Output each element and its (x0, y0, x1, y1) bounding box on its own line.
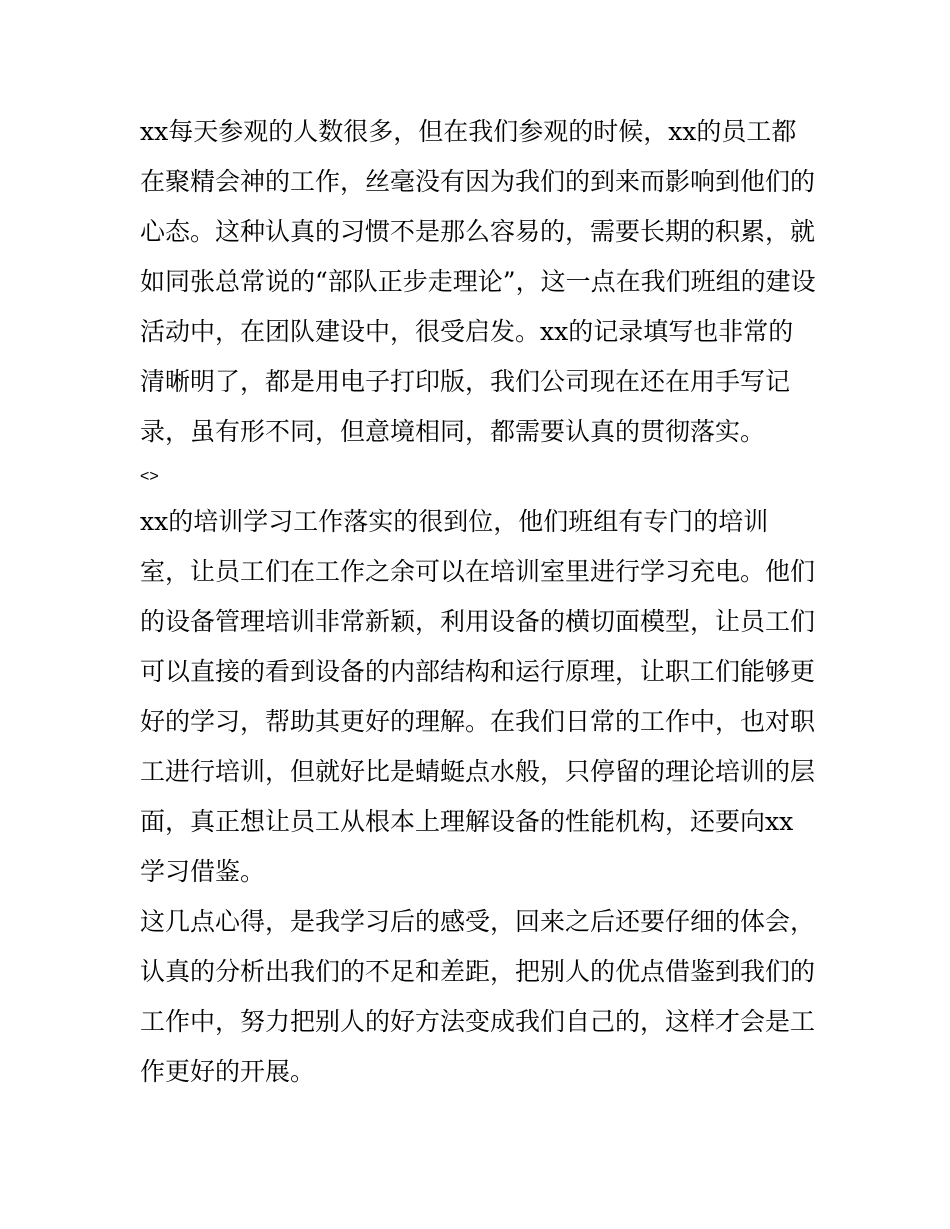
document-body (140, 107, 815, 1097)
text-line: 如同张总常说的“部队正步走理论”，这一点在我们班组的建设 (140, 267, 816, 296)
text-line: 面，真正想让员工从根本上理解设备的性能机构，还要向xx (140, 807, 794, 836)
text-line: xx的培训学习工作落实的很到位，他们班组有专门的培训 (140, 507, 769, 536)
paragraph-3 (140, 897, 815, 1097)
text-line: 的设备管理培训非常新颖，利用设备的横切面模型，让员工们 (140, 607, 816, 636)
paragraph-2 (140, 497, 815, 897)
text-line: 在聚精会神的工作，丝毫没有因为我们的到来而影响到他们的 (140, 167, 816, 196)
text-line: 清晰明了，都是用电子打印版，我们公司现在还在用手写记 (140, 367, 791, 396)
text-line: 心态。这种认真的习惯不是那么容易的，需要长期的积累，就 (140, 217, 816, 246)
text-line: 工进行培训，但就好比是蜻蜓点水般，只停留的理论培训的层 (140, 757, 816, 786)
text-line: 可以直接的看到设备的内部结构和运行原理，让职工们能够更 (140, 657, 816, 686)
text-line: 工作中，努力把别人的好方法变成我们自己的，这样才会是工 (140, 1007, 816, 1036)
text-line: 活动中，在团队建设中，很受启发。xx的记录填写也非常的 (140, 317, 794, 346)
text-line: xx每天参观的人数很多，但在我们参观的时候，xx的员工都 (140, 117, 797, 146)
text-line: 录，虽有形不同，但意境相同，都需要认真的贯彻落实。 (140, 417, 766, 446)
text-line: 室，让员工们在工作之余可以在培训室里进行学习充电。他们 (140, 557, 816, 586)
text-line: 认真的分析出我们的不足和差距，把别人的优点借鉴到我们的 (140, 957, 816, 986)
text-line: 作更好的开展。 (140, 1057, 316, 1086)
text-line: 这几点心得，是我学习后的感受，回来之后还要仔细的体会， (140, 907, 816, 936)
text-line: 学习借鉴。 (140, 857, 266, 886)
section-marker: <> (140, 468, 159, 485)
text-line: 好的学习，帮助其更好的理解。在我们日常的工作中，也对职 (140, 707, 816, 736)
paragraph-1 (140, 107, 815, 457)
